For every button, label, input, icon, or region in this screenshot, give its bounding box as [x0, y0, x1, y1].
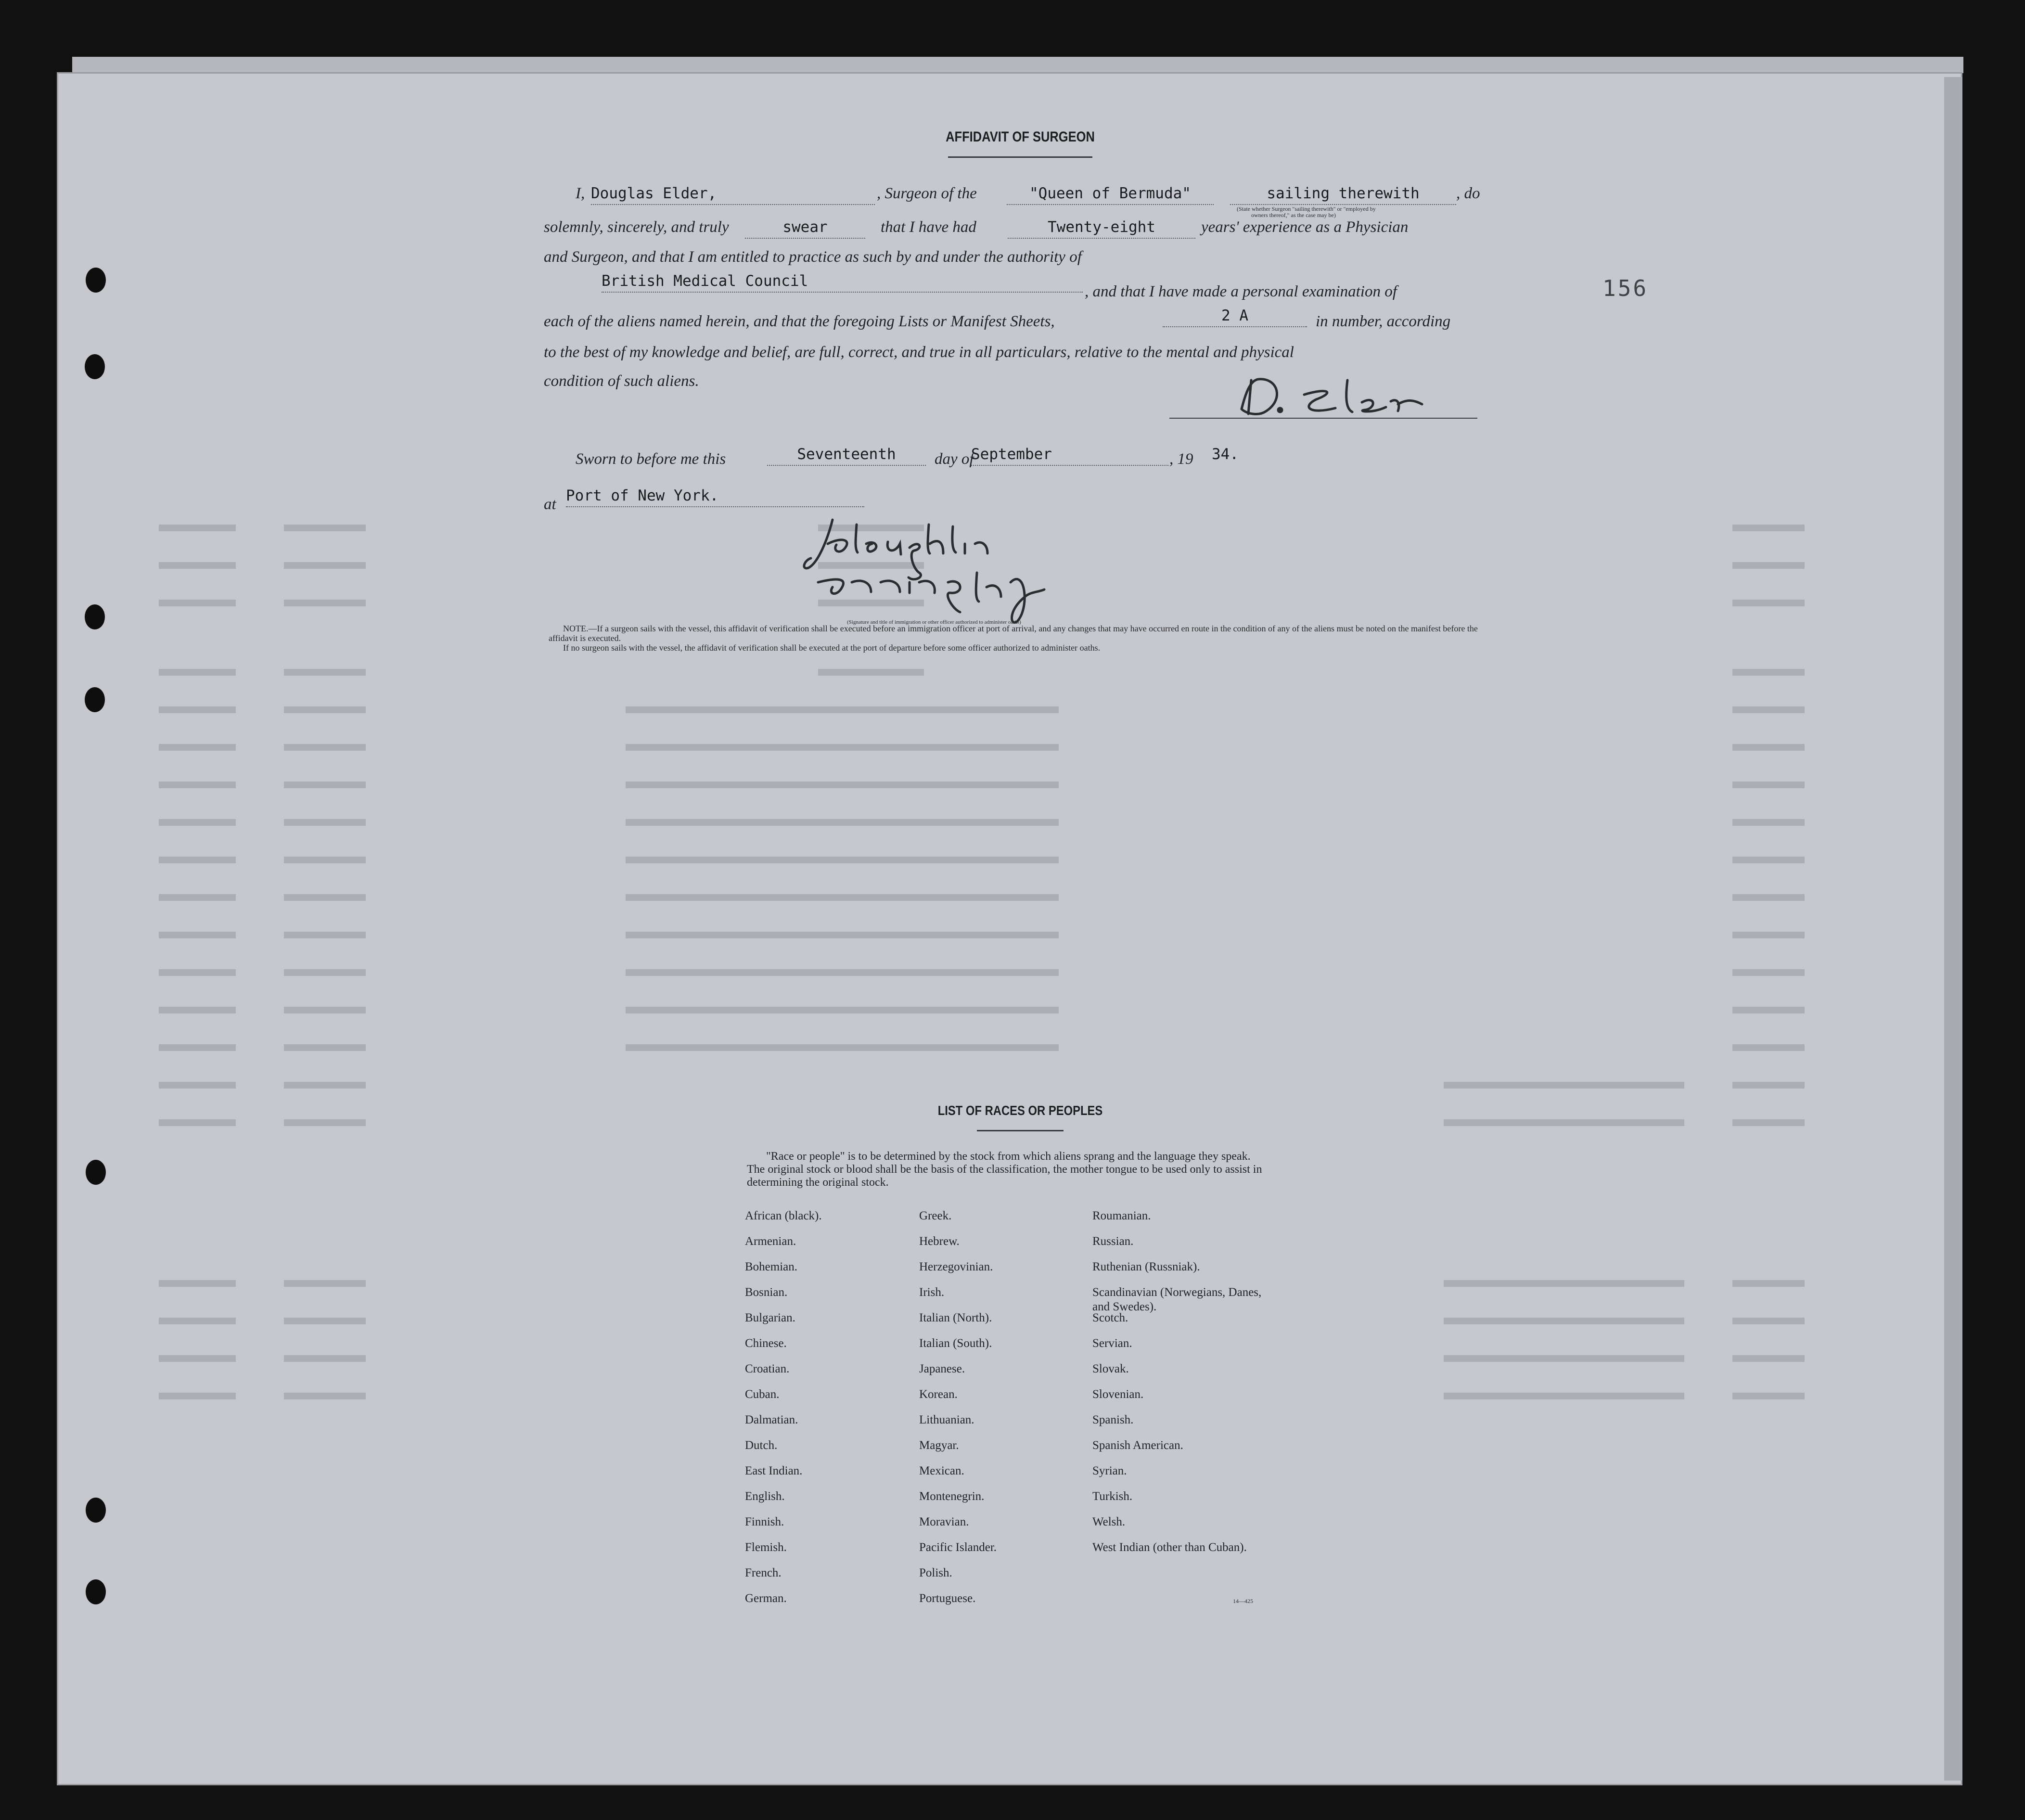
punch-hole — [86, 1498, 106, 1523]
race-item: Slovenian. — [1092, 1388, 1144, 1401]
title-underline — [948, 156, 1092, 158]
race-item: German. — [745, 1592, 787, 1605]
race-item: Turkish. — [1092, 1490, 1133, 1503]
race-item: Italian (South). — [919, 1337, 992, 1350]
sheet-count-field: 2 A — [1163, 305, 1307, 327]
race-item: Scandinavian (Norwegians, Danes, and Swedes). — [1092, 1286, 1262, 1313]
race-item: Armenian. — [745, 1235, 796, 1248]
sailing-status-field: sailing therewith — [1230, 183, 1456, 205]
race-item: Bulgarian. — [745, 1311, 795, 1324]
page-right-edge — [1944, 77, 1962, 1781]
race-item: Hebrew. — [919, 1235, 960, 1248]
race-item: Polish. — [919, 1566, 952, 1579]
surgeon-signature-line — [1169, 418, 1477, 419]
page-top-edge — [72, 57, 1963, 73]
race-item: Magyar. — [919, 1439, 959, 1452]
race-item: African (black). — [745, 1209, 822, 1222]
race-item: Roumanian. — [1092, 1209, 1151, 1222]
text-personal-exam: , and that I have made a personal examination of — [1085, 283, 1397, 300]
text-at: at — [544, 496, 556, 513]
text-i: I, — [576, 185, 585, 202]
punch-hole — [86, 268, 106, 293]
sailing-status-note-line-2: owners thereof," as the case may be) — [1251, 212, 1336, 218]
text-and-surgeon: and Surgeon, and that I am entitled to practice as such by and under the authority of — [544, 248, 1082, 266]
race-item: Slovak. — [1092, 1362, 1129, 1375]
race-item: Portuguese. — [919, 1592, 976, 1605]
race-item: Korean. — [919, 1388, 958, 1401]
form-number: 14—425 — [1233, 1598, 1253, 1604]
races-column-3 — [1092, 1209, 1266, 1613]
text-that-i-have-had: that I have had — [881, 218, 976, 236]
races-column-1 — [745, 1209, 909, 1613]
race-item: Japanese. — [919, 1362, 965, 1375]
race-item: Lithuanian. — [919, 1413, 974, 1426]
race-item: Pacific Islander. — [919, 1541, 997, 1554]
verification-note — [549, 624, 1482, 667]
races-column-2 — [919, 1209, 1083, 1613]
race-item: Dutch. — [745, 1439, 778, 1452]
race-item: Ruthenian (Russniak). — [1092, 1260, 1200, 1273]
ship-name-field: "Queen of Bermuda" — [1007, 183, 1214, 205]
text-in-number: in number, according — [1316, 313, 1451, 330]
race-item: Flemish. — [745, 1541, 787, 1554]
sworn-month-field: September — [971, 444, 1168, 466]
punch-hole — [86, 1579, 106, 1604]
race-item: East Indian. — [745, 1464, 803, 1477]
note-paragraph-2: If no surgeon sails with the vessel, the affidavit of verification shall be executed at the port of departure before some officer authorized to administer oaths. — [563, 643, 1101, 653]
note-paragraph-1: NOTE.—If a surgeon sails with the vessel, this affidavit of verification shall be executed before an immigration officer at port of arrival, and any changes that may have occurred en route in the condition of any of the aliens must be noted on the manifest before the affidavit is executed. — [549, 624, 1478, 643]
punch-hole — [85, 604, 105, 629]
race-item: English. — [745, 1490, 785, 1503]
race-item: West Indian (other than Cuban). — [1092, 1541, 1247, 1554]
text-best-knowledge: to the best of my knowledge and belief, are full, correct, and true in all particulars, relative to the mental and physical — [544, 344, 1294, 361]
race-item: Spanish American. — [1092, 1439, 1183, 1452]
text-19: , 19 — [1169, 450, 1193, 468]
sworn-place-field: Port of New York. — [566, 485, 864, 507]
race-item: Italian (North). — [919, 1311, 992, 1324]
punch-hole — [85, 354, 105, 379]
race-item: Syrian. — [1092, 1464, 1127, 1477]
punch-hole — [85, 687, 105, 712]
text-condition: condition of such aliens. — [544, 372, 699, 390]
text-do: , do — [1456, 185, 1480, 202]
officer-signature-caption: (Signature and title of immigration or other officer authorized to administer oaths) — [847, 619, 1021, 625]
races-intro-text: "Race or people" is to be determined by the stock from which aliens sprang and the language they speak. The original stock or blood shall be the basis of the classification, the mother tongue to be used only to assist in determining the original stock. — [747, 1150, 1262, 1189]
authority-field: British Medical Council — [602, 270, 1083, 293]
sworn-day-field: Seventeenth — [767, 444, 926, 466]
text-solemnly: solemnly, sincerely, and truly — [544, 218, 729, 236]
race-item: Greek. — [919, 1209, 952, 1222]
race-item: French. — [745, 1566, 782, 1579]
sworn-year-field: 34. — [1212, 446, 1239, 463]
race-item: Cuban. — [745, 1388, 780, 1401]
punch-hole — [86, 1160, 106, 1185]
sailing-status-note-line-1: (State whether Surgeon "sailing therewith" or "employed by — [1237, 205, 1376, 212]
race-item: Herzegovinian. — [919, 1260, 993, 1273]
surgeon-name-field: Douglas Elder, — [591, 183, 875, 205]
text-day-of: day of — [935, 450, 974, 468]
races-title-underline — [977, 1130, 1064, 1131]
race-item: Chinese. — [745, 1337, 787, 1350]
race-item: Irish. — [919, 1286, 945, 1299]
sheet-number: 156 — [1602, 275, 1649, 301]
years-experience-field: Twenty-eight — [1008, 217, 1195, 239]
race-item: Russian. — [1092, 1235, 1134, 1248]
oath-type-field: swear — [745, 217, 865, 239]
text-years-experience: years' experience as a Physician — [1201, 218, 1409, 236]
race-item: Spanish. — [1092, 1413, 1134, 1426]
race-item: Finnish. — [745, 1515, 784, 1528]
text-each-alien: each of the aliens named herein, and that the foregoing Lists or Manifest Sheets, — [544, 313, 1055, 330]
races-list-title: LIST OF RACES OR PEOPLES — [937, 1103, 1103, 1118]
race-item: Mexican. — [919, 1464, 964, 1477]
race-item: Bohemian. — [745, 1260, 798, 1273]
officer-signature — [799, 510, 1145, 635]
race-item: Croatian. — [745, 1362, 790, 1375]
text-surgeon-of-the: , Surgeon of the — [877, 185, 977, 202]
text-sworn: Sworn to before me this — [576, 450, 726, 468]
race-item: Montenegrin. — [919, 1490, 985, 1503]
surgeon-signature — [1232, 371, 1458, 423]
race-item: Bosnian. — [745, 1286, 788, 1299]
affidavit-title: AFFIDAVIT OF SURGEON — [946, 129, 1095, 145]
race-item: Scotch. — [1092, 1311, 1128, 1324]
race-item: Moravian. — [919, 1515, 969, 1528]
race-item: Dalmatian. — [745, 1413, 798, 1426]
race-item: Welsh. — [1092, 1515, 1126, 1528]
race-item: Servian. — [1092, 1337, 1132, 1350]
